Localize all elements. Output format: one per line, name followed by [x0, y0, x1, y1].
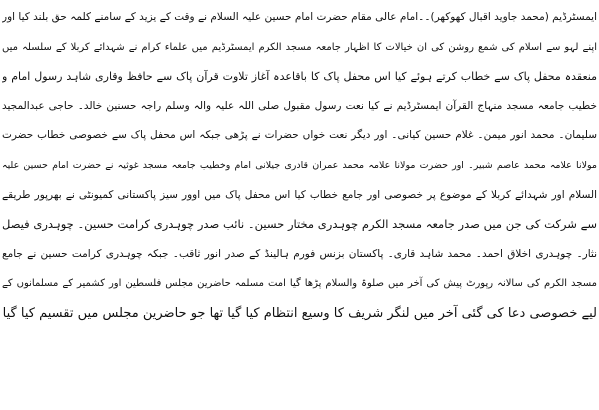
article-line: سے شرکت کی جن میں صدر جامعہ مسجد الکرم چوہدری مختار حسین۔ نائب صدر چوہدری کرامت حسین۔ چوہدری فیصل	[2, 217, 597, 232]
article-line: خطیب جامعہ مسجد منہاج القرآن ایمسٹرڈیم نے کیا نعت رسول مقبول صلی اللہ علیہ والہ وسلم راجہ حسنین خالد۔ حاجی عبدالمجید	[2, 99, 597, 112]
article-line: مولانا علامہ محمد عاصم شبیر۔ اور حضرت مولانا علامہ محمد عمران قادری جیلانی امام وخطیب جامعہ مسجد غوثیہ نے حضرت امام حسین علیہ	[2, 159, 597, 171]
article-line: ایمسٹرڈیم (محمد جاوید اقبال کھوکھر)۔۔امام عالی مقام حضرت امام حسین علیہ السلام نے وقت کے یزید کے سامنے کلمہ حق بلند کیا اور	[2, 11, 597, 23]
article-line: اپنے لہو سے اسلام کی شمع روشن کی ان خیالات کا اظہار جامعہ مسجد الکرم ایمسٹرڈیم میں علماء کرام نے شہدائے کربلا کے سلسلہ میں	[2, 41, 597, 53]
article-line: مسجد الکرم کی سالانہ رپورٹ پیش کی آخر میں صلوۃ والسلام پڑھا گیا امت مسلمہ حاضرین مجلس فلسطین اور کشمیر کے مسلمانوں کے	[2, 278, 597, 290]
article-line: السلام اور شہدائے کربلا کے موضوع پر خصوصی اور جامع خطاب کیا اس محفل پاک میں اوور سیز پاکستانی کمیونٹی نے بھرپور طریقے	[2, 188, 597, 201]
article-line: سلیمان۔ محمد انور میمن۔ غلام حسین کیانی۔ اور دیگر نعت خواں حضرات نے پڑھی جبکہ اس محفل پاک سے خصوصی خطاب حضرت	[2, 129, 597, 142]
article-line: نثار۔ چوہدری اخلاق احمد۔ محمد شاہد قاری۔ پاکستان بزنس فورم ہالینڈ کے صدر انور ثاقب۔ جبکہ چوہدری کرامت حسین نے جامع	[2, 247, 597, 260]
article-line-last: لیے خصوصی دعا کی گئی آخر میں لنگر شریف کا وسیع انتظام کیا گیا تھا جو حاضرین مجلس میں تقسیم کیا گیا	[2, 305, 597, 321]
article-line: منعقدہ محفل پاک سے خطاب کرتے ہوئے کیا اس محفل پاک کا باقاعدہ آغاز تلاوت قرآن پاک سے حافظ وقاری شاہد رسول امام و	[2, 70, 597, 84]
